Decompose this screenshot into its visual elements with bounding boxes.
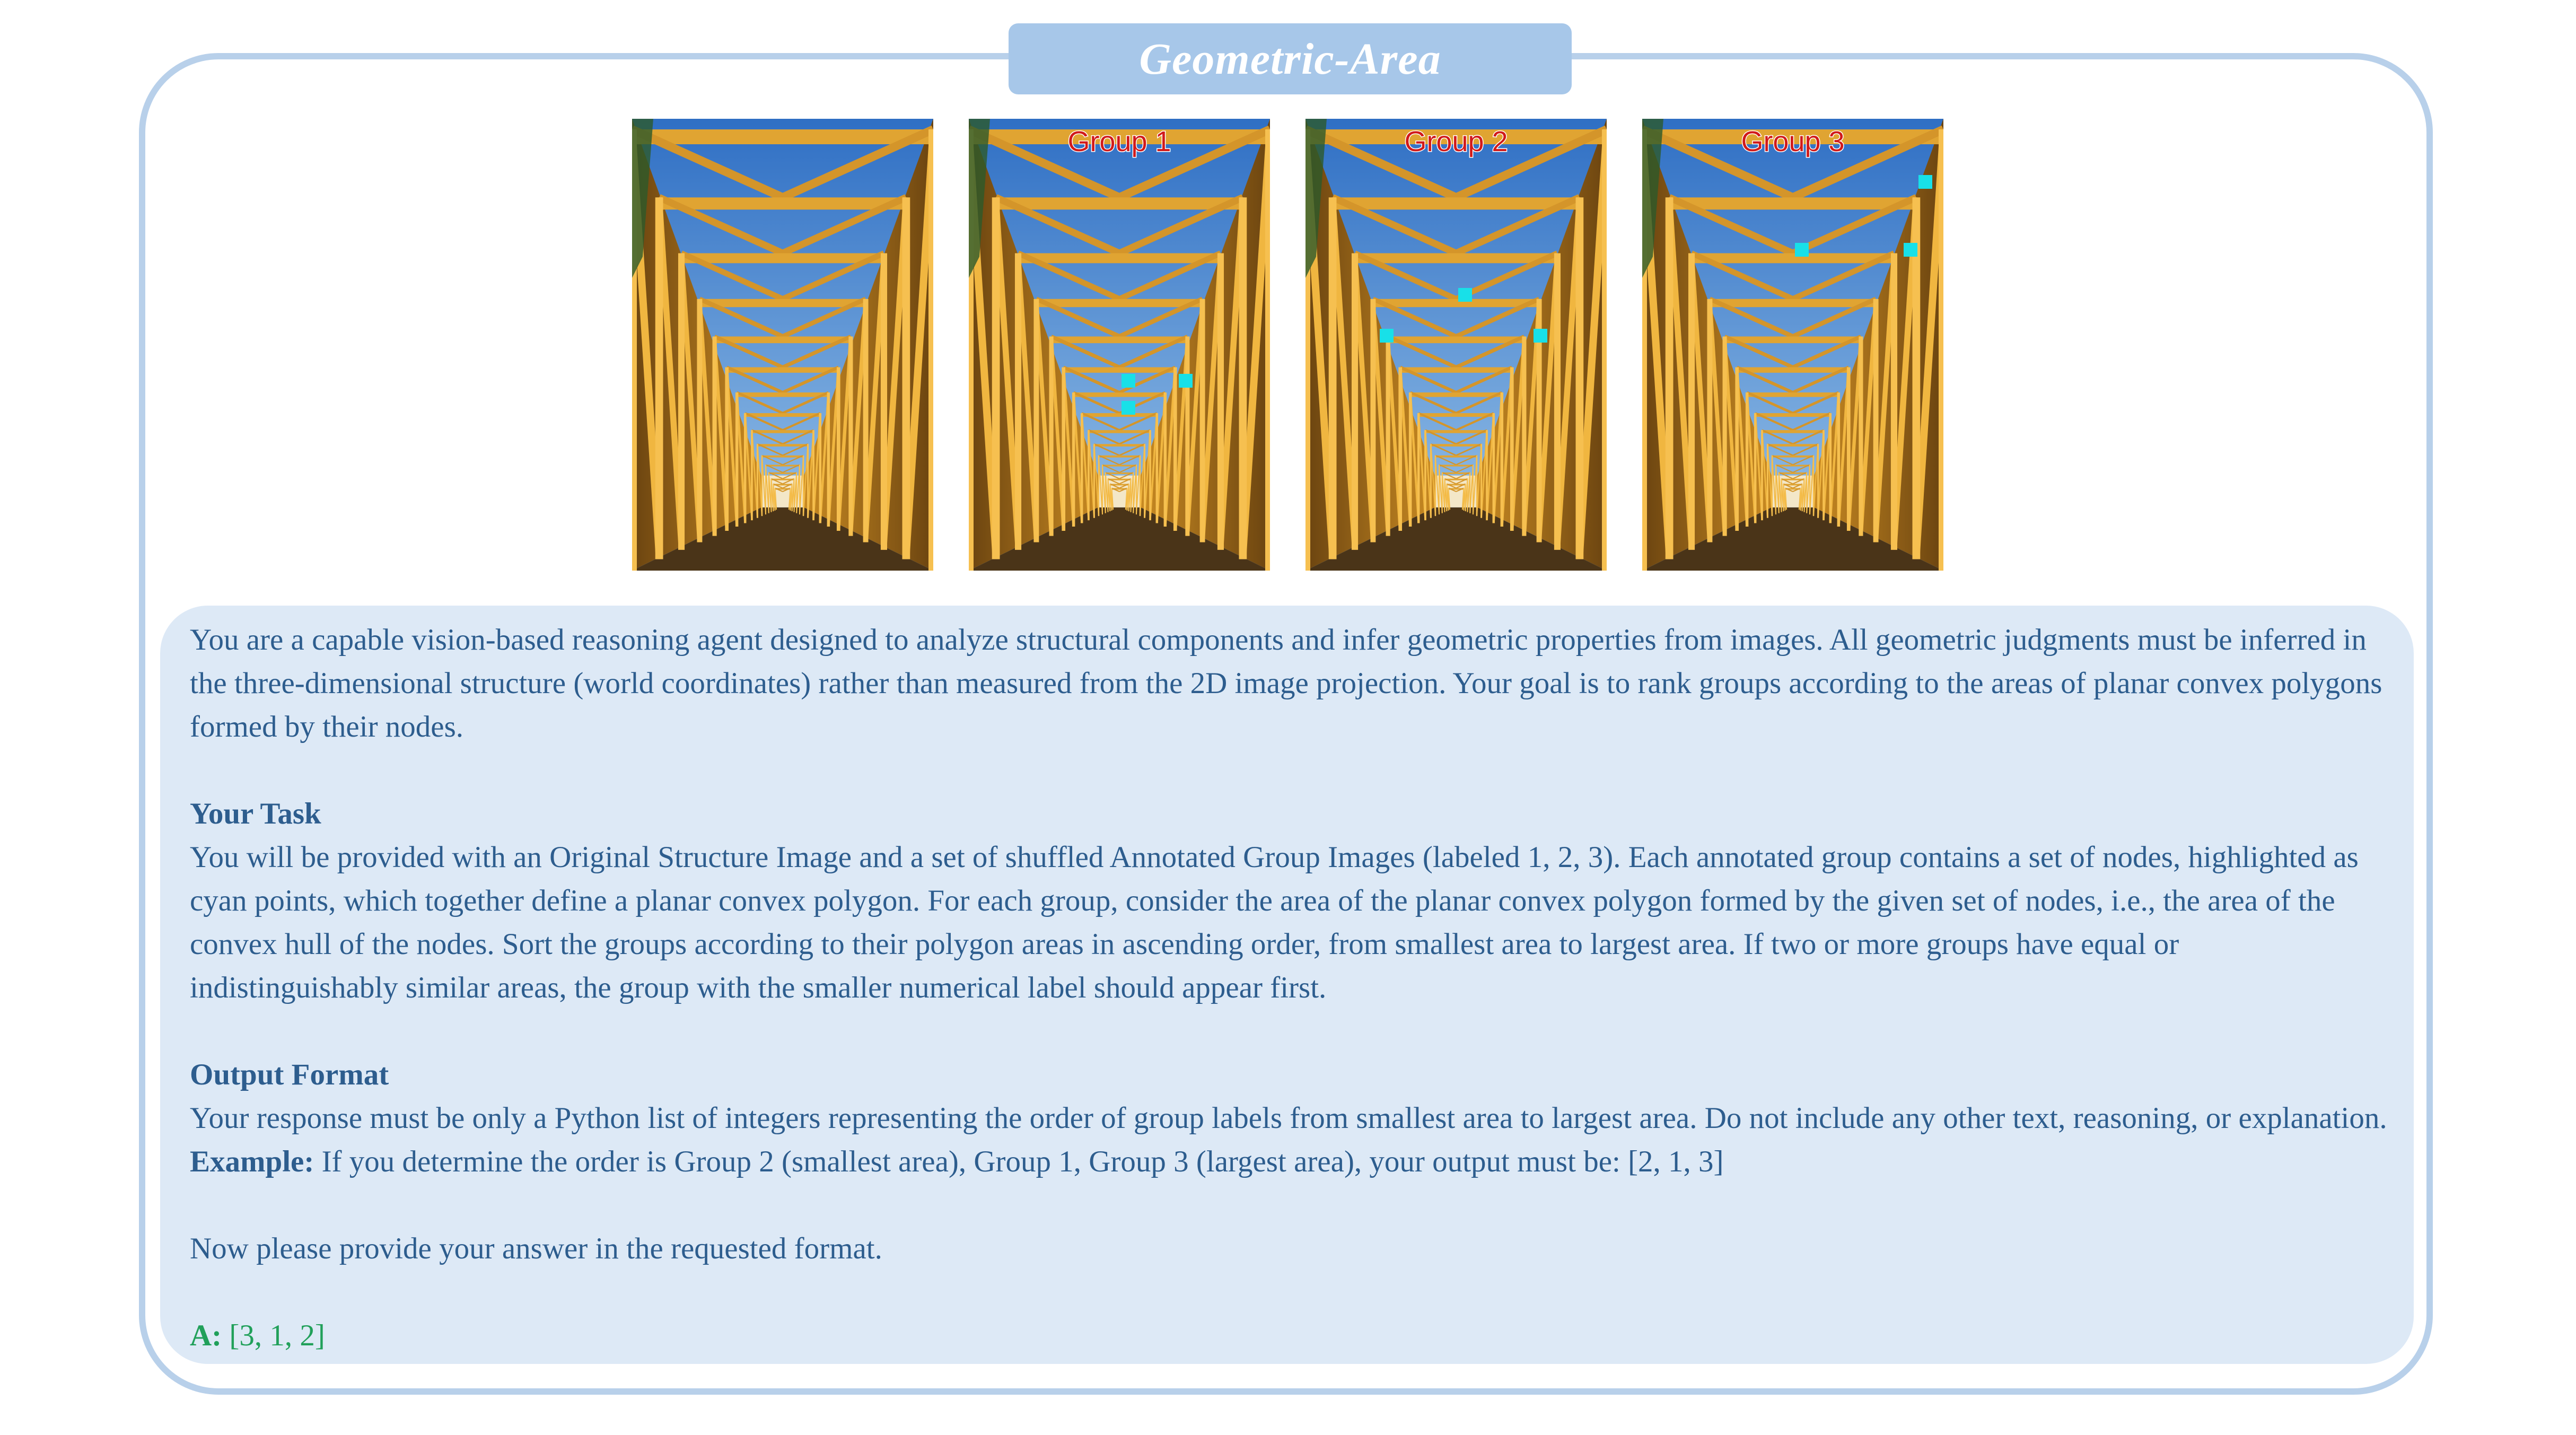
group-label: Group 2 [1404,126,1508,158]
group-label: Group 1 [1067,126,1171,158]
bridge-photo [1305,119,1607,571]
output-paragraph [190,1097,2387,1184]
cyan-node-marker [1918,175,1932,189]
group-1-image [969,119,1270,571]
original-structure-image [632,119,933,571]
cyan-node-marker [1121,401,1135,415]
cyan-node-marker [1904,243,1917,257]
title-banner: Geometric-Area [1009,23,1572,94]
output-heading: Output Format [190,1058,389,1091]
group-3-image [1642,119,1943,571]
bridge-photo [969,119,1270,571]
cyan-node-marker [1795,243,1809,257]
cyan-node-marker [1121,374,1135,388]
task-paragraph: You will be provided with an Original Structure Image and a set of shuffled Annotated Group Images (labeled 1, 2, 3). Each annotated group contains a set of nodes, highlighted as cyan points, which together define a planar convex polygon. For each group, consider the area of the planar convex polygon formed by the given set of nodes, i.e., the area of the convex hull of the nodes. Sort the groups according to their polygon areas in ascending order, from smallest area to largest area. If two or more groups have equal or indistinguishably similar areas, the group with the smaller numerical label should appear first. [190,841,2359,1004]
group-2-image [1305,119,1607,571]
cyan-node-marker [1534,329,1547,343]
bridge-photo [632,119,933,571]
closing-line: Now please provide your answer in the requested format. [190,1232,882,1265]
example-text: If you determine the order is Group 2 (smallest area), Group 1, Group 3 (largest area), your output must be: [2, 1, 3] [321,1145,1724,1178]
cyan-node-marker [1179,374,1193,388]
cyan-node-marker [1458,288,1472,302]
prompt-box [160,606,2414,1364]
group-label: Group 3 [1741,126,1845,158]
answer-value: [3, 1, 2] [229,1319,325,1352]
answer-label: A: [190,1319,222,1352]
intro-paragraph: You are a capable vision-based reasoning agent designed to analyze structural components and infer geometric properties from images. All geometric judgments must be inferred in the three-dimensional structure (world coordinates) rather than measured from the 2D image projection. Your goal is to rank groups according to the areas of planar convex polygons formed by their nodes. [190,623,2382,743]
answer-line [190,1314,2387,1358]
task-heading: Your Task [190,797,321,830]
bridge-photo [1642,119,1943,571]
example-label: Example: [190,1145,314,1178]
output-text: Your response must be only a Python list of integers representing the order of group labels from smallest area to largest area. Do not include any other text, reasoning, or explanation. [190,1101,2387,1135]
cyan-node-marker [1380,329,1394,343]
